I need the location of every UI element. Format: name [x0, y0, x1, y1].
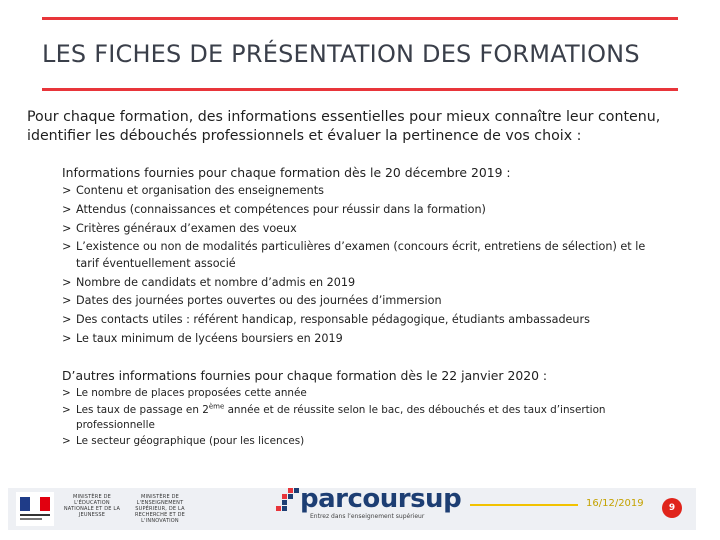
list-item: > Les taux de passage en 2ème année et de réussite selon le bac, des débouchés et des taux d’insertion professionnelle: [62, 402, 606, 431]
parcoursup-tagline: Entrez dans l’enseignement supérieur: [310, 513, 425, 520]
slide-date: 16/12/2019: [586, 498, 644, 509]
section1-list: [62, 183, 662, 350]
section2-list: [62, 386, 662, 451]
bullet-chevron: >: [62, 221, 72, 235]
parcoursup-mark-icon: [274, 486, 300, 522]
list-item: > L’existence ou non de modalités particulières d’examen (concours écrit, entretiens de sélection) et le tarif éventuellement associé: [62, 240, 646, 270]
bullet-chevron: >: [62, 387, 71, 399]
bullet-chevron: >: [62, 403, 71, 416]
bullet-chevron: >: [62, 294, 72, 308]
bullet-chevron: >: [62, 435, 71, 448]
ministry-higher-education-label: MINISTÈRE DE L'ENSEIGNEMENT SUPÉRIEUR, DE LA RECHERCHE ET DE L'INNOVATION: [134, 494, 186, 524]
section1-heading: Informations fournies pour chaque formation dès le 20 décembre 2019 :: [62, 165, 511, 180]
list-item: > Le secteur géographique (pour les licences): [62, 435, 305, 448]
parcoursup-logo-text: parcoursup: [300, 484, 462, 514]
list-item: > Des contacts utiles : référent handicap, responsable pédagogique, étudiants ambassadeurs: [62, 312, 662, 329]
bullet-chevron: >: [62, 184, 72, 197]
bullet-chevron: >: [62, 332, 72, 346]
list-item: > Le taux minimum de lycéens boursiers en 2019: [62, 331, 662, 348]
top-divider: [42, 17, 678, 20]
page-number-badge: 9: [662, 498, 682, 518]
slide-title: LES FICHES DE PRÉSENTATION DES FORMATIONS: [42, 40, 640, 68]
list-item: > Critères généraux d’examen des voeux: [62, 221, 662, 238]
list-item: > Contenu et organisation des enseignements: [62, 183, 662, 200]
bullet-chevron: >: [62, 202, 72, 216]
section2-heading: D’autres informations fournies pour chaque formation dès le 22 janvier 2020 :: [62, 368, 548, 383]
list-item: > Attendus (connaissances et compétences pour réussir dans la formation): [62, 202, 662, 219]
list-item: > Nombre de candidats et nombre d’admis en 2019: [62, 275, 662, 292]
republique-francaise-logo: [16, 492, 54, 526]
bullet-chevron: >: [62, 313, 72, 327]
title-divider: [42, 88, 678, 91]
bullet-chevron: >: [62, 275, 72, 289]
bullet-chevron: >: [62, 240, 72, 254]
list-item: > Dates des journées portes ouvertes ou des journées d’immersion: [62, 293, 662, 310]
ministry-education-label: MINISTÈRE DE L'ÉDUCATION NATIONALE ET DE LA JEUNESSE: [63, 494, 121, 518]
intro-paragraph: Pour chaque formation, des informations essentielles pour mieux connaître leur contenu, identifier les débouchés professionnels et évaluer la pertinence de vos choix :: [27, 109, 661, 144]
footer-accent-line: [470, 504, 578, 506]
list-item: > Le nombre de places proposées cette année: [62, 387, 307, 399]
